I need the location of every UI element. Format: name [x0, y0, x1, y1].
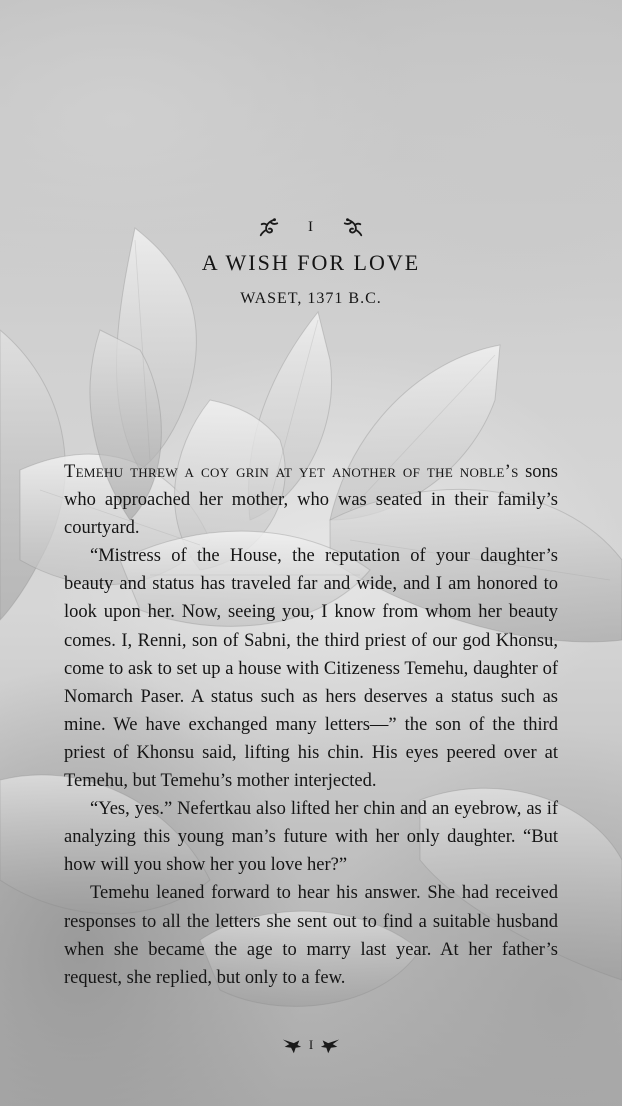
chapter-body [64, 458, 558, 992]
chapter-ornament-row [0, 216, 622, 238]
bird-right-icon [319, 1034, 341, 1056]
paragraph [64, 458, 558, 542]
chapter-title: A WISH FOR LOVE [201, 250, 421, 275]
page-footer [0, 1034, 622, 1056]
fleuron-right-icon [342, 216, 364, 238]
paragraph: “Yes, yes.” Nefertkau also lifted her chin and an eyebrow, as if analyzing this young man’s future with her only daughter. “But how will you show her you love her?” [64, 799, 558, 876]
fleuron-left-icon [258, 216, 280, 238]
paragraph-1-rest: sons who approached her mother, who was seated in their family’s courtyard. [64, 462, 558, 539]
opening-smallcaps: Temehu threw a coy grin at yet another of the noble’s [64, 462, 519, 482]
paragraph: Temehu leaned forward to hear his answer. She had received responses to all the letters she sent out to find a suitable husband when she became the age to marry last year. At her father’s request, she replied, but only to a few. [64, 883, 558, 988]
chapter-number: I [308, 218, 314, 235]
paragraph: “Mistress of the House, the reputation of your daughter’s beauty and status has traveled far and wide, and I am honored to look upon her. Now, seeing you, I know from whom her beauty comes. I, Renni, son of Sabni, the third priest of our god Khonsu, come to ask to set up a house with Citizeness Temehu, daughter of Nomarch Paser. A status such as hers deserves a status such as mine. We have exchanged many letters—” the son of the third priest of Khonsu said, lifting his chin. His eyes peered over at Temehu, but Temehu’s mother interjected. [64, 546, 558, 792]
bird-left-icon [281, 1034, 303, 1056]
page-number: I [308, 1037, 314, 1052]
chapter-subtitle: WASET, 1371 B.C. [240, 290, 382, 307]
